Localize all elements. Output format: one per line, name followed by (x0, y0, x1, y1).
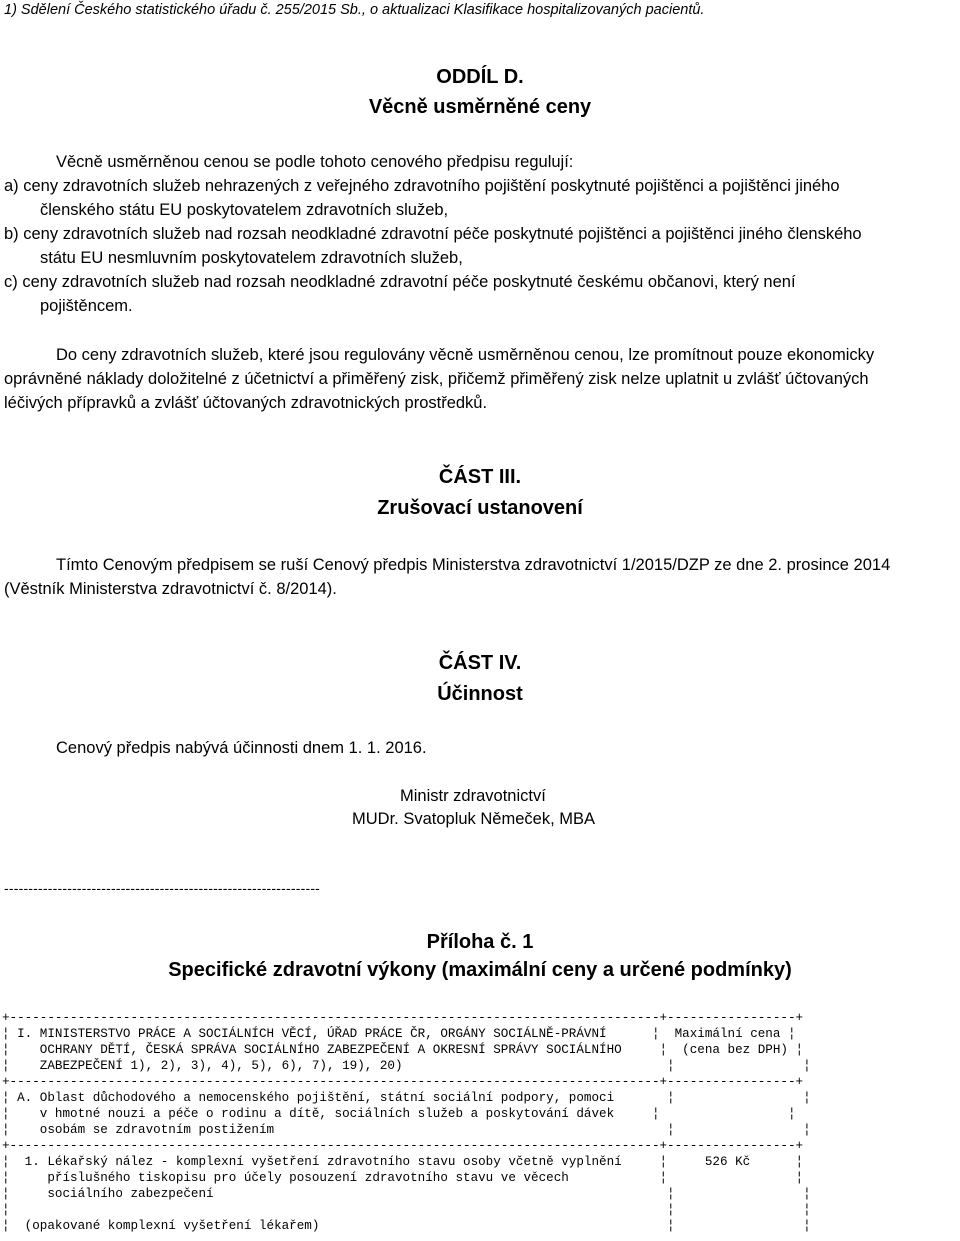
price-paragraph-line1: Do ceny zdravotních služeb, které jsou regulovány věcně usměrněnou cenou, lze promítnout pouze ekonomicky (56, 346, 875, 364)
item-b-line2: státu EU nesmluvním poskytovatelem zdravotních služeb, (40, 249, 463, 267)
annex-title: Příloha č. 1 (426, 931, 534, 953)
item-b-line1: b) ceny zdravotních služeb nad rozsah neodkladné zdravotní péče poskytnuté pojištěnci a pojištěnci jiného členského (4, 225, 862, 243)
separator-line: ----------------------------------------------------------------- (4, 880, 321, 896)
part-3-title: ČÁST III. (438, 466, 522, 488)
part-3-line1: Tímto Cenovým předpisem se ruší Cenový předpis Ministerstva zdravotnictví 1/2015/DZP ze dne 2. prosince 2014 (56, 556, 891, 574)
section-d-subtitle: Věcně usměrněné ceny (368, 96, 592, 118)
part-4-subtitle: Účinnost (437, 683, 523, 705)
effective-date: Cenový předpis nabývá účinnosti dnem 1. 1. 2016. (56, 739, 427, 757)
part-3-line2: (Věstník Ministerstva zdravotnictví č. 8/2014). (4, 580, 337, 598)
price-paragraph-line2: oprávněné náklady doložitelné z účetnictví a přiměřený zisk, přičemž přiměřený zisk nelze uplatnit u zvlášť účtovaných (4, 370, 869, 388)
annex-subtitle: Specifické zdravotní výkony (maximální ceny a určené podmínky) (168, 959, 792, 981)
signature-office: Ministr zdravotnictví (400, 787, 546, 805)
part-3-text (4, 553, 959, 601)
price-table: +--------------------------------------------------------------------------------------+-----------------+ ¦ I. MINISTERSTVO PRÁCE A SOCIÁLNÍCH VĚCÍ, ÚŘAD PRÁCE ČR, ORGÁNY SOCIÁLNĚ-PRÁVNÍ ¦ Maximální cena ¦ ¦ OCHRANY DĚTÍ, ČESKÁ SPRÁVA SOCIÁLNÍHO ZABEZPEČENÍ A OKRESNÍ SPRÁVY SOCIÁLNÍHO ¦ (cena bez DPH) ¦ ¦ ZABEZPEČENÍ 1), 2), 3), 4), 5), 6), 7), 19), 20) ¦ ¦ +--------------------------------------------------------------------------------------+-----------------+ ¦ A. Oblast důchodového a nemocenského pojištění, státní sociální podpory, pomoci ¦ ¦ ¦ v hmotné nouzi a péče o rodinu a dítě, sociálních služeb a poskytování dávek ¦ ¦ ¦ osobám se zdravotním postižením ¦ ¦ +--------------------------------------------------------------------------------------+-----------------+ ¦ 1. Lékařský nález - komplexní vyšetření zdravotního stavu osoby včetně vyplnění ¦ 526 Kč ¦ ¦ příslušného tiskopisu pro účely posouzení zdravotního stavu ve věcech ¦ ¦ ¦ sociálního zabezpečení ¦ ¦ ¦ ¦ ¦ ¦ (opakované komplexní vyšetření lékařem) ¦ ¦ (2, 1011, 811, 1233)
item-a-line2: členského státu EU poskytovatelem zdravotních služeb, (40, 201, 449, 219)
item-c-line2: pojištěncem. (40, 297, 133, 315)
item-a (4, 174, 954, 318)
section-d-intro: Věcně usměrněnou cenou se podle tohoto cenového předpisu regulují: (56, 153, 574, 171)
section-d-title: ODDÍL D. (436, 66, 524, 88)
footnote: 1) Sdělení Českého statistického úřadu č. 255/2015 Sb., o aktualizaci Klasifikace hospitalizovaných pacientů. (4, 2, 705, 18)
part-3-subtitle: Zrušovací ustanovení (377, 497, 583, 519)
signature-name: MUDr. Svatopluk Němeček, MBA (352, 810, 595, 828)
price-paragraph (4, 343, 954, 415)
part-4-title: ČÁST IV. (438, 652, 522, 674)
item-a-line1: a) ceny zdravotních služeb nehrazených z veřejného zdravotního pojištění poskytnuté pojištěnci a pojištěnci jiného (4, 177, 840, 195)
item-c-line1: c) ceny zdravotních služeb nad rozsah neodkladné zdravotní péče poskytnuté českému občanovi, který není (4, 273, 796, 291)
price-paragraph-line3: léčivých přípravků a zvlášť účtovaných zdravotnických prostředků. (4, 394, 488, 412)
